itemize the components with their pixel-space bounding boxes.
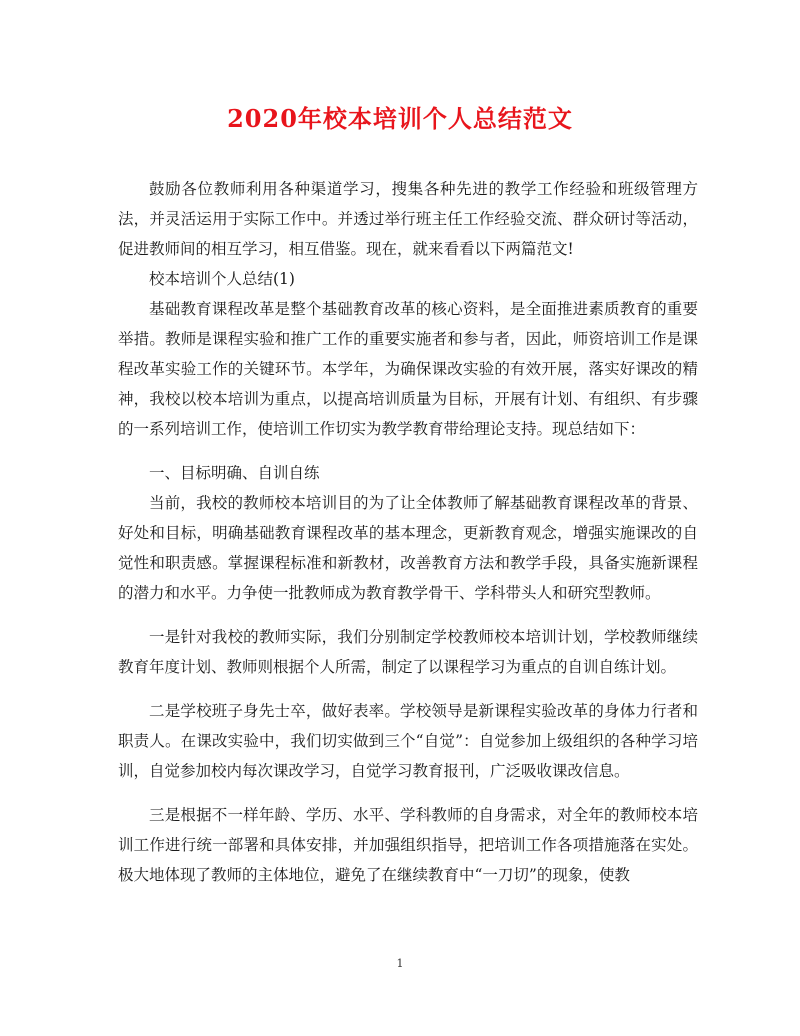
body-paragraph: 基础教育课程改革是整个基础教育改革的核心资料，是全面推进素质教育的重要举措。教师是课程实验和推广工作的重要实施者和参与者，因此，师资培训工作是课程改革实验工作的关键环节。本学年，为确保课改实验的有效开展，落实好课改的精神，我校以校本培训为重点，以提高培训质量为目标，开展有计划、有组织、有步骤的一系列培训工作，使培训工作切实为教学教育带给理论支持。现总结如下： — [118, 300, 698, 438]
document-title: 2020年校本培训个人总结范文 — [227, 104, 573, 133]
body-paragraph: 一是针对我校的教师实际，我们分别制定学校教师校本培训计划，学校教师继续教育年度计划、教师则根据个人所需，制定了以课程学习为重点的自训自练计划。 — [118, 628, 698, 676]
document-body — [118, 174, 698, 890]
body-paragraph: 三是根据不一样年龄、学历、水平、学科教师的自身需求，对全年的教师校本培训工作进行统一部署和具体安排，并加强组织指导，把培训工作各项措施落在实处。极大地体现了教师的主体地位，避免了在继续教育中“一刀切”的现象，使教 — [118, 806, 698, 884]
section-heading-summary-1: 校本培训个人总结(1) — [149, 270, 295, 288]
section-heading-goals: 一、目标明确、自训自练 — [149, 464, 320, 482]
body-paragraph: 当前，我校的教师校本培训目的为了让全体教师了解基础教育课程改革的背景、好处和目标，明确基础教育课程改革的基本理念，更新教育观念，增强实施课改的自觉性和职责感。掌握课程标准和新教材，改善教育方法和教学手段，具备实施新课程的潜力和水平。力争使一批教师成为教育教学骨干、学科带头人和研究型教师。 — [118, 494, 698, 602]
body-paragraph: 二是学校班子身先士卒，做好表率。学校领导是新课程实验改革的身体力行者和职责人。在课改实验中，我们切实做到三个“自觉”：自觉参加上级组织的各种学习培训，自觉参加校内每次课改学习，自觉学习教育报刊，广泛吸收课改信息。 — [118, 702, 698, 780]
page-number: 1 — [396, 957, 404, 970]
intro-paragraph: 鼓励各位教师利用各种渠道学习，搜集各种先进的教学工作经验和班级管理方法，并灵活运用于实际工作中。并透过举行班主任工作经验交流、群众研讨等活动，促进教师间的相互学习，相互借鉴。现在，就来看看以下两篇范文! — [118, 180, 698, 258]
